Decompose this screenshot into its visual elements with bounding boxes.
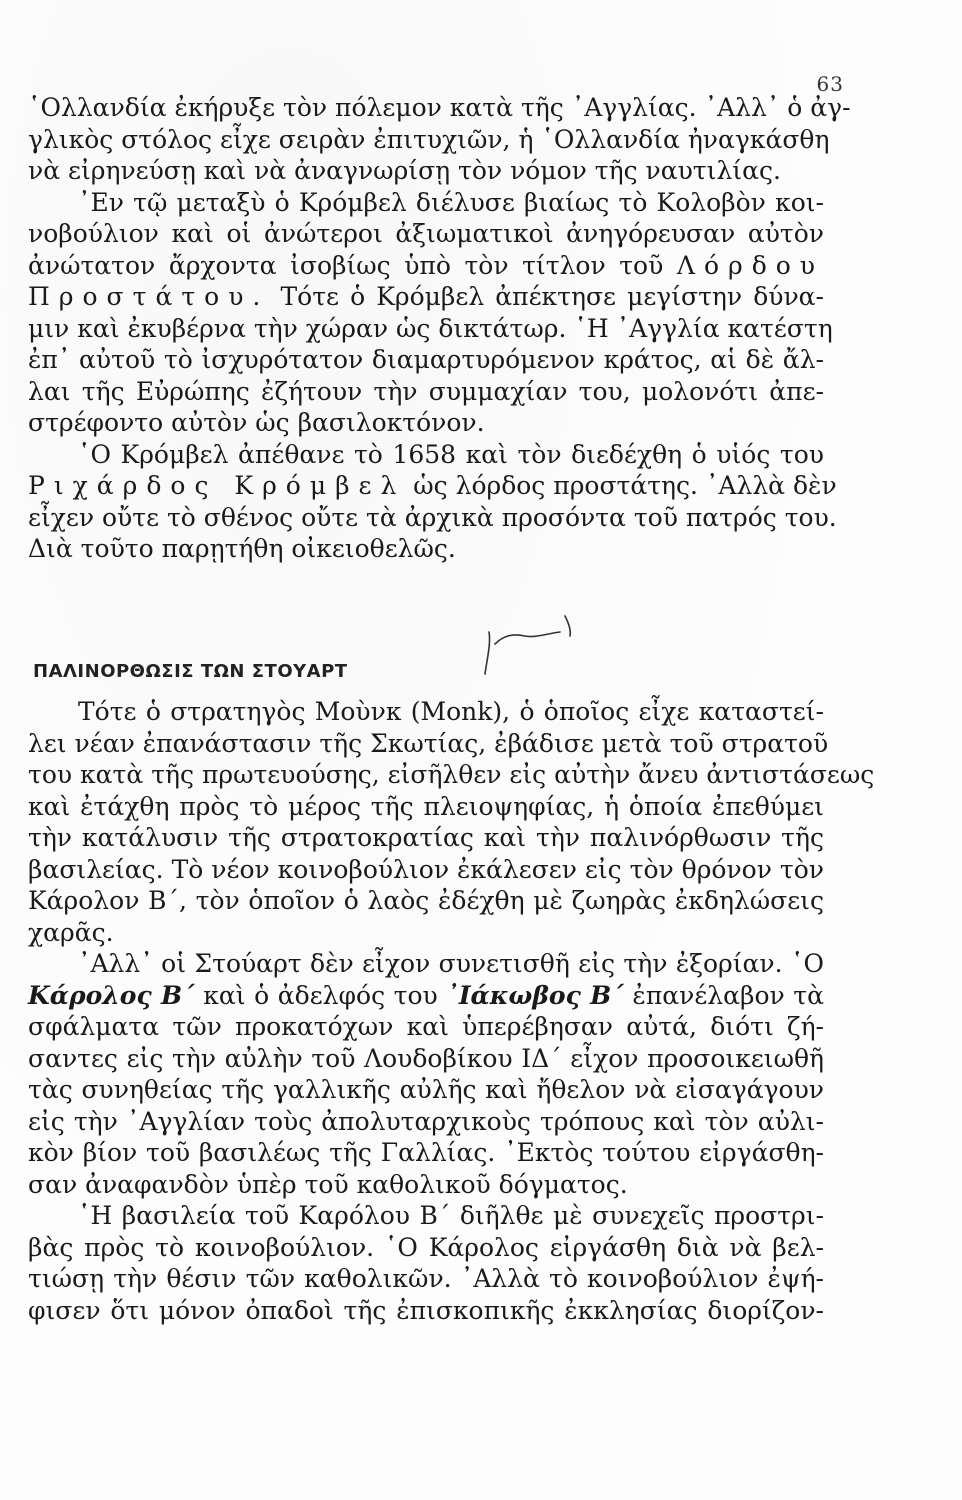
name-richard-spaced: Ριχάρδος Κρόμβελ [28,471,406,500]
text-line: τὴν κατάλυσιν τῆς στρατοκρατίας καὶ τὴν παλινόρθωσιν τῆς [28,823,824,852]
text-line: τὰς συνηθείας τῆς γαλλικῆς αὐλῆς καὶ ἤθελον νὰ εἰσαγάγουν [28,1075,824,1104]
text-line: ᾿Εν τῷ μεταξὺ ὁ Κρόμβελ διέλυσε βιαίως τὸ Κολοβὸν κοι- [78,187,824,217]
name-james-ii: ᾿Ιάκωβος Β΄ [446,980,624,1010]
text-line: καὶ ἐτάχθη πρὸς τὸ μέρος τῆς πλειοψηφίας, ἡ ὁποία ἐπεθύμει [28,791,824,821]
text-line [28,980,824,1012]
name-charles-ii: Κάρολος Β΄ [28,980,195,1010]
text-line: γλικὸς στόλος εἶχε σειρὰν ἐπιτυχιῶν, ἡ ῾Ολλανδία ἠναγκάσθη [28,124,830,154]
text-line: μιν καὶ ἐκυβέρνα τὴν χώραν ὡς δικτάτωρ. ῾Η ᾿Αγγλία κατέστη [28,313,833,343]
text-line [28,470,837,502]
text-line: βὰς πρὸς τὸ κοινοβούλιον. ῾Ο Κάρολος εἰργάσθη διὰ νὰ βελ- [28,1232,824,1262]
page-number: 63 [816,72,844,96]
text-line [28,250,824,282]
text-line: σφάλματα τῶν προκατόχων καὶ ὑπερέβησαν αὐτά, διότι ζή- [28,1012,824,1041]
text-segment: ἀνώτατον ἄρχοντα ἰσοβίως ὑπὸ τὸν τίτλον τοῦ [28,250,664,280]
text-segment: ὡς λόρδος προστάτης. ᾿Αλλὰ δὲν [413,471,837,500]
text-line: Τότε ὁ στρατηγὸς Μοὺνκ (Monk), ὁ ὁποῖος εἶχε καταστεί- [78,697,824,726]
text-line: Διὰ τοῦτο παρῃτήθη οἰκειοθελῶς. [28,534,456,563]
text-line: νοβούλιον καὶ οἱ ἀνώτεροι ἀξιωματικοὶ ἀνηγόρευσαν αὐτὸν [28,219,824,248]
text-line: εἰς τὴν ᾿Αγγλίαν τοὺς ἀπολυταρχικοὺς τρόπους καὶ τὸν αὐλι- [28,1106,824,1136]
text-line: τιώσῃ τὴν θέσιν τῶν καθολικῶν. ᾿Αλλὰ τὸ κοινοβούλιον ἐψή- [28,1264,824,1293]
text-line: εἶχεν οὔτε τὸ σθένος οὔτε τὰ ἀρχικὰ προσόντα τοῦ πατρός του. [28,502,837,532]
text-line: φισεν ὅτι μόνον ὀπαδοὶ τῆς ἐπισκοπικῆς ἐκκλησίας διορίζον- [28,1295,824,1325]
text-line: ᾿Αλλ᾿ οἱ Στούαρτ δὲν εἶχον συνετισθῆ εἰς τὴν ἐξορίαν. ῾Ο [78,949,824,978]
text-line [28,281,824,313]
paragraph-block-stuart [28,696,875,1326]
handwritten-mark [465,604,595,684]
text-line: ῾Ο Κρόμβελ ἀπέθανε τὸ 1658 καὶ τὸν διεδέχθη ὁ υἱός του [78,439,824,469]
text-line: σαντες εἰς τὴν αὐλὴν τοῦ Λουδοβίκου ΙΔ΄ εἶχον προσοικειωθῆ [28,1043,824,1073]
text-line: στρέφοντο αὐτὸν ὡς βασιλοκτόνον. [28,408,485,437]
text-segment: ἐπανέλαβον τὰ [632,980,825,1010]
text-line: σαν ἀναφανδὸν ὑπὲρ τοῦ καθολικοῦ δόγματος. [28,1169,628,1199]
text-line: του κατὰ τῆς πρωτευούσης, εἰσῆλθεν εἰς αὐτὴν ἄνευ ἀντιστάσεως [28,760,875,789]
text-segment: Τότε ὁ Κρόμβελ ἀπέκτησε μεγίστην δύνα- [280,282,824,311]
title-protector-spaced: Προστάτου. [28,282,270,311]
text-line: βασιλείας. Τὸ νέον κοινοβούλιον ἐκάλεσεν εἰς τὸν θρόνον τὸν [28,854,824,884]
text-line: χαρᾶς. [28,917,114,947]
text-segment: καὶ ὁ ἀδελφός του [203,980,438,1010]
text-line: Κάρολον Β΄, τὸν ὁποῖον ὁ λαὸς ἐδέχθη μὲ ζωηρὰς ἐκδηλώσεις [28,886,824,915]
text-line: ῾Ολλανδία ἐκήρυξε τὸν πόλεμον κατὰ τῆς ᾿Αγγλίας. ᾿Αλλ᾿ ὁ ἀγ- [28,93,851,122]
section-heading: ΠΑΛΙΝΟΡΘΩΣΙΣ ΤΩΝ ΣΤΟΥΑΡΤ [33,661,348,682]
text-line: λει νέαν ἐπανάστασιν τῆς Σκωτίας, ἐβάδισε μετὰ τοῦ στρατοῦ [28,728,829,758]
text-line: νὰ εἰρηνεύσῃ καὶ νὰ ἀναγνωρίσῃ τὸν νόμον τῆς ναυτιλίας. [28,156,781,185]
text-line: ῾Η βασιλεία τοῦ Καρόλου Β΄ διῆλθε μὲ συνεχεῖς προστρι- [78,1201,824,1230]
paragraph-block-cromwell [28,92,851,565]
text-line: κὸν βίον τοῦ βασιλέως τῆς Γαλλίας. ᾿Εκτὸς τούτου εἰργάσθη- [28,1138,824,1167]
text-line: ἐπ᾿ αὐτοῦ τὸ ἰσχυρότατον διαμαρτυρόμενον κράτος, αἱ δὲ ἄλ- [28,345,824,374]
text-line: λαι τῆς Εὐρώπης ἐζήτουν τὴν συμμαχίαν του, μολονότι ἀπε- [28,376,824,406]
title-lord-spaced: Λόρδου [676,250,824,280]
